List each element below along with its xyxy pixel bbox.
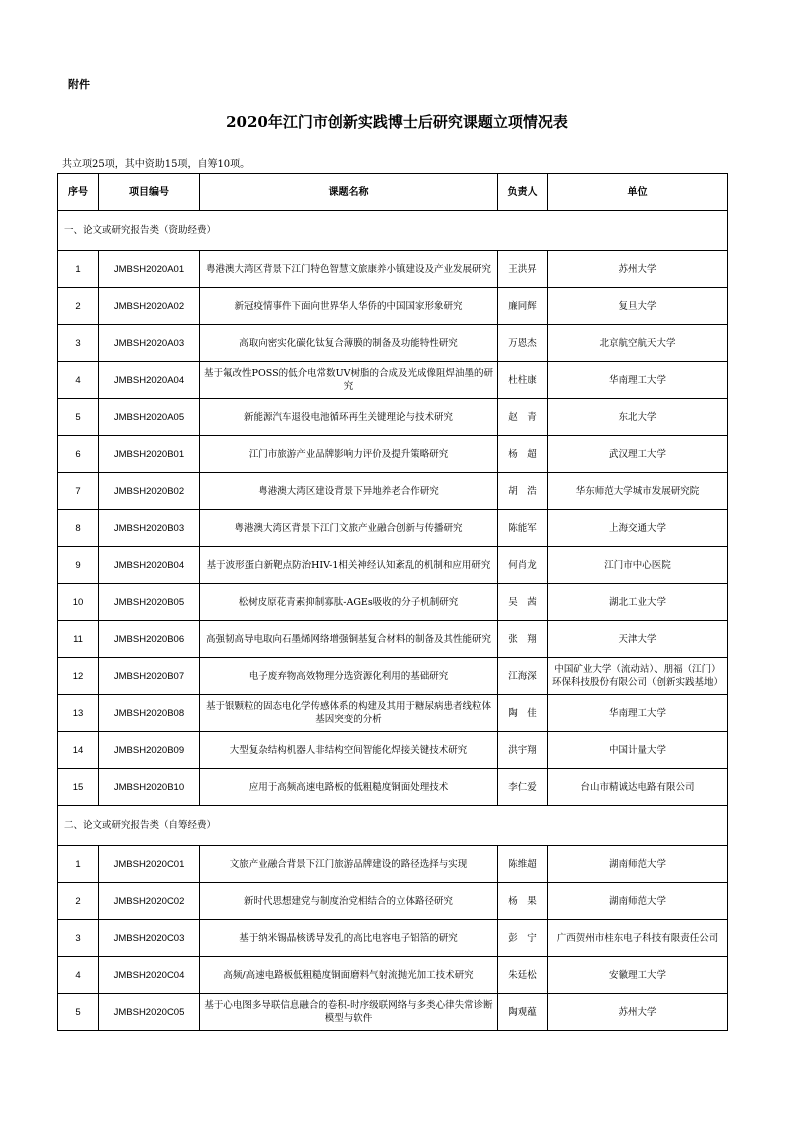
cell-unit: 上海交通大学 bbox=[548, 510, 728, 547]
cell-leader: 赵 青 bbox=[498, 399, 548, 436]
table-row bbox=[58, 957, 728, 994]
table-row bbox=[58, 994, 728, 1031]
cell-topic: 江门市旅游产业品牌影响力评价及提升策略研究 bbox=[200, 436, 498, 473]
cell-code: JMBSH2020B08 bbox=[99, 695, 200, 732]
table-row bbox=[58, 658, 728, 695]
section-heading: 一、论文或研究报告类（资助经费） bbox=[58, 211, 728, 251]
cell-seq: 13 bbox=[58, 695, 99, 732]
table-row bbox=[58, 584, 728, 621]
cell-code: JMBSH2020A05 bbox=[99, 399, 200, 436]
cell-code: JMBSH2020B09 bbox=[99, 732, 200, 769]
cell-seq: 2 bbox=[58, 883, 99, 920]
cell-seq: 10 bbox=[58, 584, 99, 621]
table-row bbox=[58, 251, 728, 288]
cell-code: JMBSH2020A01 bbox=[99, 251, 200, 288]
cell-topic: 粤港澳大湾区建设背景下异地养老合作研究 bbox=[200, 473, 498, 510]
cell-unit: 武汉理工大学 bbox=[548, 436, 728, 473]
header-leader: 负责人 bbox=[498, 174, 548, 211]
cell-leader: 王洪昇 bbox=[498, 251, 548, 288]
cell-leader: 何肖龙 bbox=[498, 547, 548, 584]
cell-leader: 陶 佳 bbox=[498, 695, 548, 732]
table-row bbox=[58, 436, 728, 473]
cell-unit: 安徽理工大学 bbox=[548, 957, 728, 994]
cell-unit: 中国矿业大学（流动站）、朋福（江门）环保科技股份有限公司（创新实践基地） bbox=[548, 658, 728, 695]
cell-seq: 9 bbox=[58, 547, 99, 584]
cell-topic: 大型复杂结构机器人非结构空间智能化焊接关键技术研究 bbox=[200, 732, 498, 769]
cell-topic: 基于氟改性POSS的低介电常数UV树脂的合成及光成像阻焊油墨的研究 bbox=[200, 362, 498, 399]
cell-code: JMBSH2020A03 bbox=[99, 325, 200, 362]
cell-unit: 广西贺州市桂东电子科技有限责任公司 bbox=[548, 920, 728, 957]
cell-unit: 湖南师范大学 bbox=[548, 846, 728, 883]
cell-seq: 4 bbox=[58, 957, 99, 994]
cell-unit: 江门市中心医院 bbox=[548, 547, 728, 584]
table-row bbox=[58, 732, 728, 769]
header-code: 项目编号 bbox=[99, 174, 200, 211]
cell-seq: 1 bbox=[58, 251, 99, 288]
table-row bbox=[58, 288, 728, 325]
cell-leader: 杨 果 bbox=[498, 883, 548, 920]
table-row bbox=[58, 621, 728, 658]
summary-text: 共立项25项，其中资助15项，自筹10项。 bbox=[62, 159, 251, 170]
cell-topic: 高取向密实化碳化钛复合薄膜的制备及功能特性研究 bbox=[200, 325, 498, 362]
table-row bbox=[58, 510, 728, 547]
cell-topic: 高频/高速电路板低粗糙度铜面磨料气射流抛光加工技术研究 bbox=[200, 957, 498, 994]
cell-topic: 电子废弃物高效物理分选资源化利用的基础研究 bbox=[200, 658, 498, 695]
cell-leader: 杜柱康 bbox=[498, 362, 548, 399]
cell-seq: 2 bbox=[58, 288, 99, 325]
cell-code: JMBSH2020B07 bbox=[99, 658, 200, 695]
cell-code: JMBSH2020C04 bbox=[99, 957, 200, 994]
cell-unit: 华南理工大学 bbox=[548, 362, 728, 399]
cell-leader: 陶观蕴 bbox=[498, 994, 548, 1031]
cell-code: JMBSH2020B01 bbox=[99, 436, 200, 473]
cell-seq: 15 bbox=[58, 769, 99, 806]
cell-unit: 北京航空航天大学 bbox=[548, 325, 728, 362]
cell-seq: 5 bbox=[58, 994, 99, 1031]
cell-seq: 1 bbox=[58, 846, 99, 883]
table-row bbox=[58, 695, 728, 732]
cell-seq: 3 bbox=[58, 325, 99, 362]
cell-code: JMBSH2020C05 bbox=[99, 994, 200, 1031]
cell-topic: 新冠疫情事件下面向世界华人华侨的中国国家形象研究 bbox=[200, 288, 498, 325]
table-row bbox=[58, 399, 728, 436]
cell-leader: 杨 超 bbox=[498, 436, 548, 473]
cell-code: JMBSH2020B10 bbox=[99, 769, 200, 806]
cell-unit: 中国计量大学 bbox=[548, 732, 728, 769]
cell-seq: 11 bbox=[58, 621, 99, 658]
cell-code: JMBSH2020B03 bbox=[99, 510, 200, 547]
cell-topic: 基于纳米锡晶核诱导发孔的高比电容电子铝箔的研究 bbox=[200, 920, 498, 957]
section-heading-row bbox=[58, 806, 728, 846]
cell-unit: 天津大学 bbox=[548, 621, 728, 658]
cell-code: JMBSH2020C03 bbox=[99, 920, 200, 957]
cell-leader: 万恩杰 bbox=[498, 325, 548, 362]
cell-leader: 李仁爱 bbox=[498, 769, 548, 806]
header-topic: 课题名称 bbox=[200, 174, 498, 211]
cell-leader: 朱廷松 bbox=[498, 957, 548, 994]
cell-seq: 6 bbox=[58, 436, 99, 473]
cell-seq: 8 bbox=[58, 510, 99, 547]
cell-unit: 苏州大学 bbox=[548, 994, 728, 1031]
header-seq: 序号 bbox=[58, 174, 99, 211]
cell-code: JMBSH2020B04 bbox=[99, 547, 200, 584]
table-row bbox=[58, 473, 728, 510]
table-row bbox=[58, 883, 728, 920]
section-heading: 二、论文或研究报告类（自筹经费） bbox=[58, 806, 728, 846]
cell-topic: 应用于高频高速电路板的低粗糙度铜面处理技术 bbox=[200, 769, 498, 806]
cell-topic: 新时代思想建党与制度治党相结合的立体路径研究 bbox=[200, 883, 498, 920]
cell-code: JMBSH2020B06 bbox=[99, 621, 200, 658]
table-header-row bbox=[58, 174, 728, 211]
cell-code: JMBSH2020B02 bbox=[99, 473, 200, 510]
projects-table bbox=[57, 173, 728, 1031]
cell-seq: 12 bbox=[58, 658, 99, 695]
cell-topic: 粤港澳大湾区背景下江门文旅产业融合创新与传播研究 bbox=[200, 510, 498, 547]
page-title: 2020年江门市创新实践博士后研究课题立项情况表 bbox=[226, 113, 568, 131]
table-row bbox=[58, 362, 728, 399]
cell-topic: 新能源汽车退役电池循环再生关键理论与技术研究 bbox=[200, 399, 498, 436]
cell-leader: 胡 浩 bbox=[498, 473, 548, 510]
cell-unit: 华东师范大学城市发展研究院 bbox=[548, 473, 728, 510]
cell-leader: 陈维超 bbox=[498, 846, 548, 883]
cell-unit: 苏州大学 bbox=[548, 251, 728, 288]
cell-topic: 文旅产业融合背景下江门旅游品牌建设的路径选择与实现 bbox=[200, 846, 498, 883]
cell-leader: 陈能军 bbox=[498, 510, 548, 547]
cell-code: JMBSH2020A02 bbox=[99, 288, 200, 325]
section-heading-row bbox=[58, 211, 728, 251]
cell-code: JMBSH2020A04 bbox=[99, 362, 200, 399]
cell-leader: 彭 宁 bbox=[498, 920, 548, 957]
cell-unit: 湖南师范大学 bbox=[548, 883, 728, 920]
cell-seq: 7 bbox=[58, 473, 99, 510]
cell-topic: 基于心电图多导联信息融合的卷积-时序级联网络与多类心律失常诊断模型与软件 bbox=[200, 994, 498, 1031]
table-row bbox=[58, 325, 728, 362]
cell-topic: 粤港澳大湾区背景下江门特色智慧文旅康养小镇建设及产业发展研究 bbox=[200, 251, 498, 288]
table-body bbox=[58, 211, 728, 1031]
cell-seq: 14 bbox=[58, 732, 99, 769]
header-unit: 单位 bbox=[548, 174, 728, 211]
cell-seq: 3 bbox=[58, 920, 99, 957]
cell-topic: 松树皮原花青素抑制寡肽-AGEs吸收的分子机制研究 bbox=[200, 584, 498, 621]
cell-leader: 江海深 bbox=[498, 658, 548, 695]
cell-seq: 5 bbox=[58, 399, 99, 436]
cell-leader: 张 翔 bbox=[498, 621, 548, 658]
attachment-label: 附件 bbox=[68, 78, 90, 91]
table-row bbox=[58, 846, 728, 883]
cell-unit: 东北大学 bbox=[548, 399, 728, 436]
cell-unit: 台山市精诚达电路有限公司 bbox=[548, 769, 728, 806]
cell-leader: 廉同辉 bbox=[498, 288, 548, 325]
cell-code: JMBSH2020C02 bbox=[99, 883, 200, 920]
cell-code: JMBSH2020B05 bbox=[99, 584, 200, 621]
cell-seq: 4 bbox=[58, 362, 99, 399]
table-row bbox=[58, 547, 728, 584]
cell-leader: 洪宇翔 bbox=[498, 732, 548, 769]
cell-leader: 吴 茜 bbox=[498, 584, 548, 621]
cell-unit: 复旦大学 bbox=[548, 288, 728, 325]
table-row bbox=[58, 920, 728, 957]
cell-unit: 湖北工业大学 bbox=[548, 584, 728, 621]
cell-code: JMBSH2020C01 bbox=[99, 846, 200, 883]
cell-topic: 基于银颗粒的固态电化学传感体系的构建及其用于糖尿病患者线粒体基因突变的分析 bbox=[200, 695, 498, 732]
cell-unit: 华南理工大学 bbox=[548, 695, 728, 732]
cell-topic: 高强韧高导电取向石墨烯网络增强铜基复合材料的制备及其性能研究 bbox=[200, 621, 498, 658]
cell-topic: 基于波形蛋白新靶点防治HIV-1相关神经认知紊乱的机制和应用研究 bbox=[200, 547, 498, 584]
table-row bbox=[58, 769, 728, 806]
